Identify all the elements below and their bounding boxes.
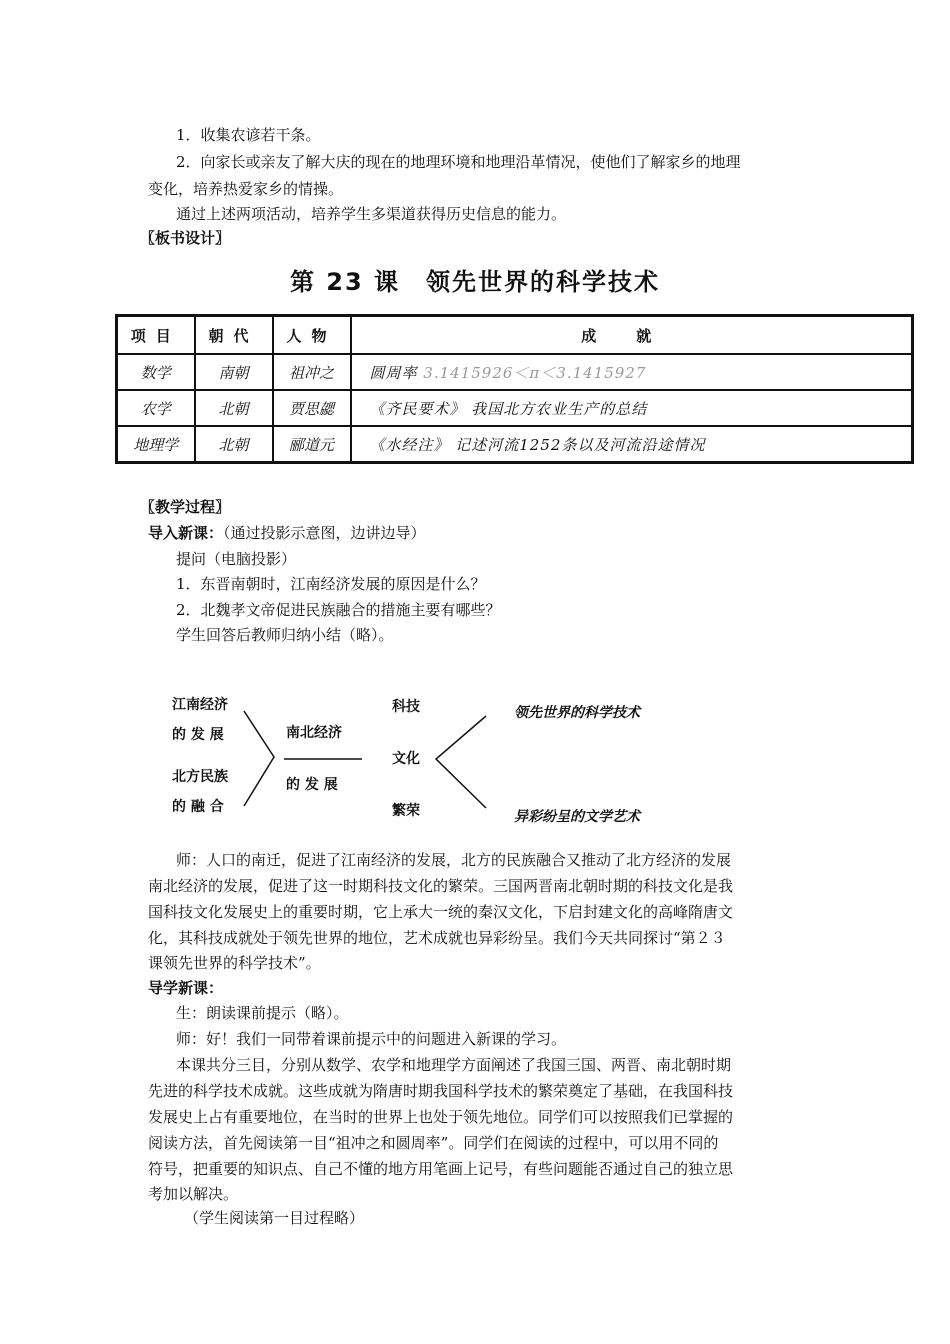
answer-summary: 学生回答后教师归纳小结（略）。 bbox=[176, 626, 394, 644]
diagram-culture: 文化 bbox=[392, 751, 420, 767]
cell-achievement: 《水经注》 记述河流1252条以及河流沿途情况 bbox=[351, 426, 913, 463]
cell-person: 祖冲之 bbox=[273, 354, 351, 390]
header-item: 项目 bbox=[117, 316, 195, 355]
cell-dynasty: 南朝 bbox=[195, 354, 273, 390]
question-label: 提问（电脑投影） bbox=[176, 550, 297, 568]
intro-new-lesson-note: （通过投影示意图，边讲边导） bbox=[223, 524, 426, 542]
header-person: 人物 bbox=[273, 316, 351, 355]
lecture-p1-l4: 化，其科技成就处于领先世界的地位，艺术成就也异彩纷呈。我们今天共同探讨“第２３ bbox=[148, 929, 726, 947]
lecture-p2-l5: 符号，把重要的知识点、自己不懂的地方用笔画上记号，有些问题能否通过自己的独立思 bbox=[148, 1160, 734, 1178]
lecture-p2-l2: 先进的科学技术成就。这些成就为隋唐时期我国科学技术的繁荣奠定了基础，在我国科技 bbox=[148, 1082, 734, 1100]
right-bracket bbox=[436, 716, 486, 808]
cell-dynasty: 北朝 bbox=[195, 426, 273, 463]
cell-achievement: 《齐民要术》 我国北方农业生产的总结 bbox=[351, 390, 913, 426]
header-dynasty: 朝代 bbox=[195, 316, 273, 355]
lecture-p3: （学生阅读第一目过程略） bbox=[184, 1209, 365, 1227]
question-1: 1．东晋南朝时，江南经济发展的原因是什么？ bbox=[176, 575, 486, 593]
lecture-p1-l5: 课领先世界的科学技术”。 bbox=[148, 954, 321, 972]
diagram-jiangnan-line1: 江南经济 bbox=[172, 697, 228, 713]
board-title-lesson: 第 23 课 bbox=[289, 268, 401, 296]
diagram-jiangnan bbox=[172, 690, 228, 750]
diagram-literature-art: 异彩纷呈的文学艺术 bbox=[514, 809, 640, 825]
diagram-north-south-1: 南北经济 bbox=[286, 725, 342, 741]
intro-item-2-line-1: 2．向家长或亲友了解大庆的现在的地理环境和地理沿革情况，使他们了解家乡的地理 bbox=[176, 153, 741, 171]
pi-formula: 3.1415926＜π＜3.1415927 bbox=[423, 363, 647, 382]
diagram-jiangnan-line2: 的 发 展 bbox=[172, 727, 224, 743]
cell-item: 地理学 bbox=[117, 426, 195, 463]
lecture-p1-l2: 南北经济的发展，促进了这一时期科技文化的繁荣。三国两晋南北朝时期的科技文化是我 bbox=[148, 877, 734, 895]
cell-person: 贾思勰 bbox=[273, 390, 351, 426]
intro-item-1: 1．收集农谚若干条。 bbox=[176, 126, 321, 144]
lecture-p2-l6: 考加以解决。 bbox=[148, 1185, 239, 1203]
intro-item-2-line-2: 变化，培养热爱家乡的情操。 bbox=[148, 180, 344, 198]
question-2: 2．北魏孝文帝促进民族融合的措施主要有哪些？ bbox=[176, 601, 501, 619]
cell-dynasty: 北朝 bbox=[195, 390, 273, 426]
diagram-prosper: 繁荣 bbox=[392, 803, 420, 819]
student-reading: 生：朗读课前提示（略）。 bbox=[176, 1004, 349, 1022]
diagram-north-south-2: 的 发 展 bbox=[286, 777, 338, 793]
lecture-p1-l3: 国科技文化发展史上的重要时期，它上承大一统的秦汉文化，下启封建文化的高峰隋唐文 bbox=[148, 903, 734, 921]
cell-item: 农学 bbox=[117, 390, 195, 426]
header-achievement: 成就 bbox=[351, 316, 913, 355]
cell-item: 数学 bbox=[117, 354, 195, 390]
cell-person: 郦道元 bbox=[273, 426, 351, 463]
diagram-north-fusion-line2: 的 融 合 bbox=[172, 799, 224, 815]
diagram-leading-tech: 领先世界的科学技术 bbox=[514, 705, 640, 721]
achievement-text: 圆周率 bbox=[369, 363, 418, 382]
teaching-process-heading: 〖教学过程〗 bbox=[140, 498, 231, 516]
lecture-p2-l4: 阅读方法，首先阅读第一目“祖冲之和圆周率”。同学们在阅读的过程中，可以用不同的 bbox=[148, 1134, 719, 1152]
diagram-sci: 科技 bbox=[392, 699, 420, 715]
lecture-p2-l3: 发展史上占有重要地位，在当时的世界上也处于领先地位。同学们可以按照我们已掌握的 bbox=[148, 1108, 734, 1126]
diagram-north-fusion-line1: 北方民族 bbox=[172, 769, 228, 785]
intro-summary: 通过上述两项活动，培养学生多渠道获得历史信息的能力。 bbox=[176, 205, 567, 223]
board-design-heading: 〖板书设计〗 bbox=[140, 229, 231, 247]
teacher-prompt: 师：好！我们一同带着课前提示中的问题进入新课的学习。 bbox=[176, 1030, 567, 1048]
board-title-topic: 领先世界的科学技术 bbox=[426, 268, 661, 296]
guide-new-lesson-label: 导学新课： bbox=[148, 979, 224, 997]
lecture-p2-l1: 本课共分三目，分别从数学、农学和地理学方面阐述了我国三国、两晋、南北朝时期 bbox=[176, 1056, 732, 1074]
intro-new-lesson-label: 导入新课： bbox=[148, 524, 224, 542]
lecture-p1-l1: 师：人口的南迁，促进了江南经济的发展，北方的民族融合又推动了北方经济的发展 bbox=[176, 851, 732, 869]
left-bracket bbox=[244, 711, 274, 806]
diagram-north-fusion bbox=[172, 762, 228, 822]
